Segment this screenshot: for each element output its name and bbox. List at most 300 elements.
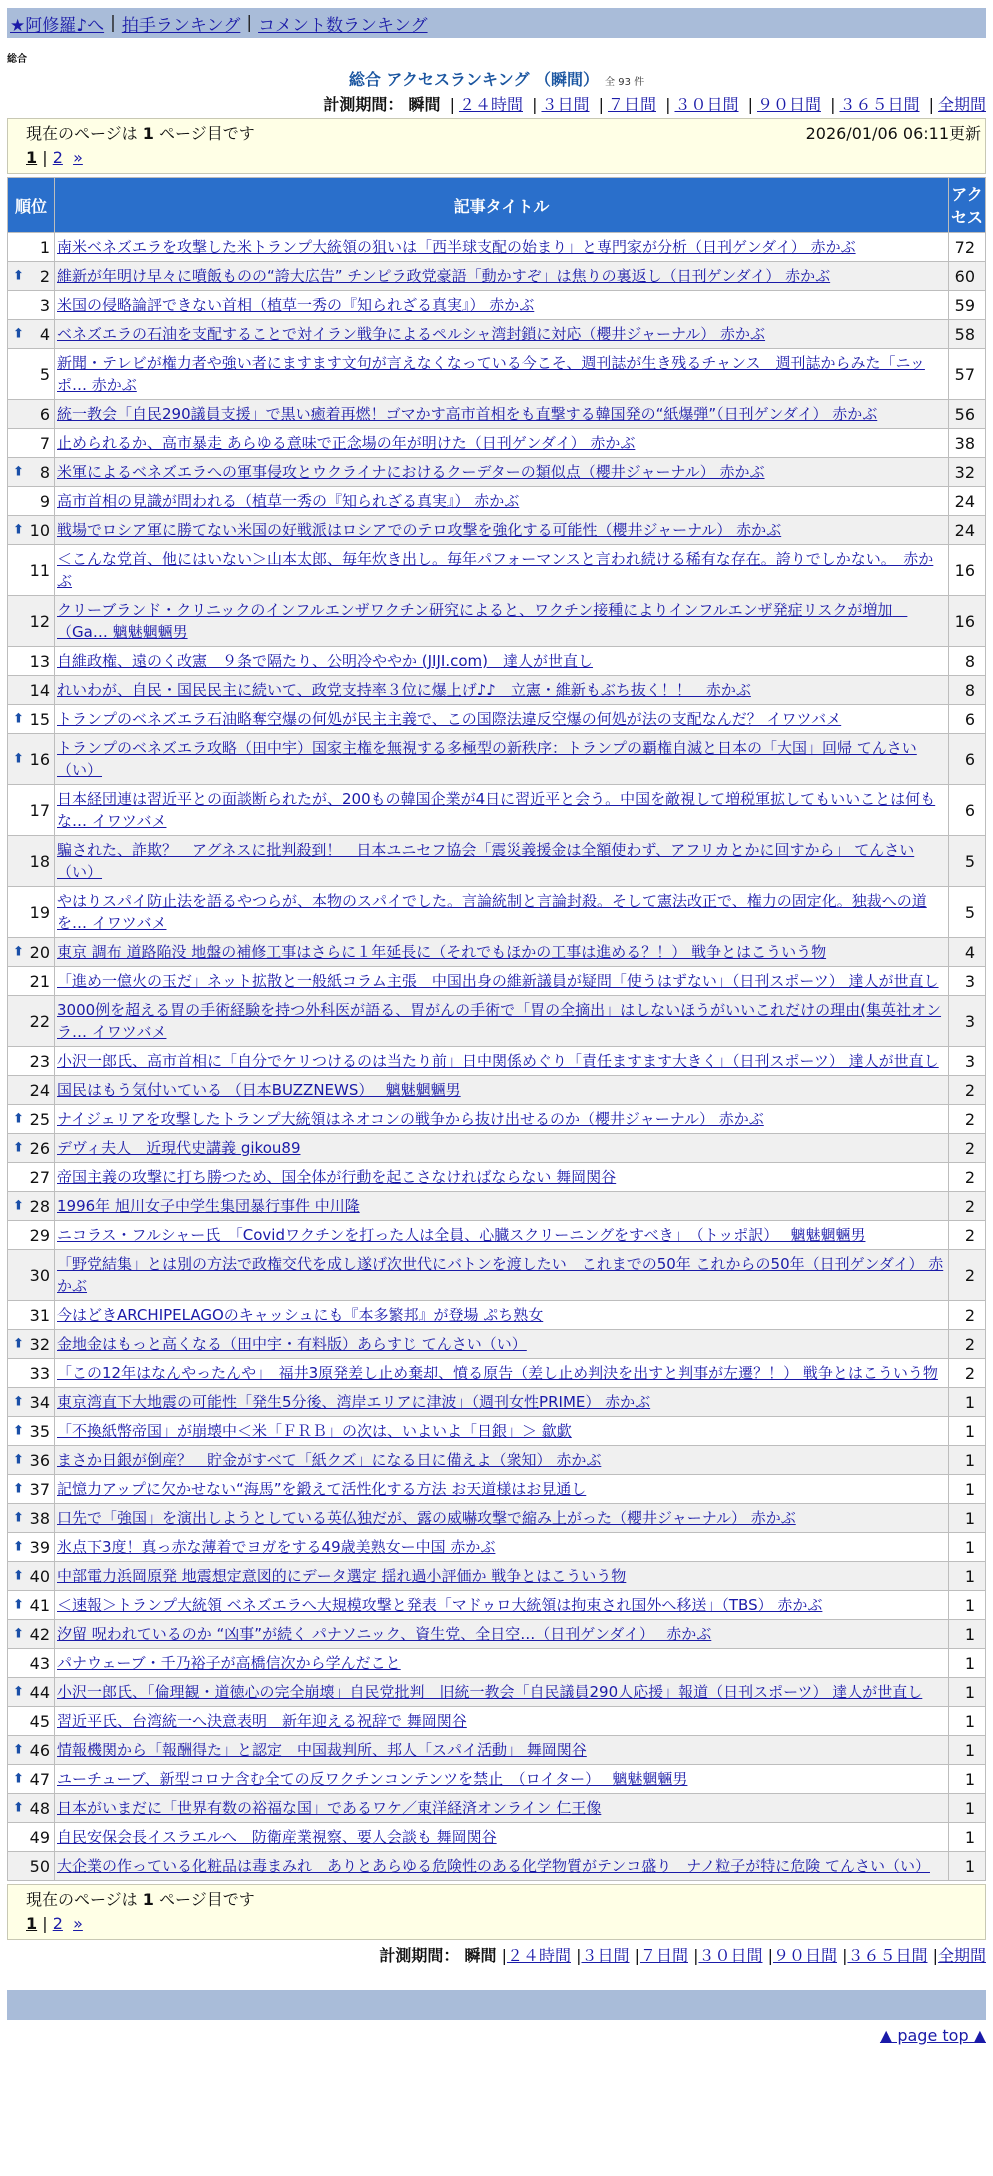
rank-up-arrow-icon: ⬆	[13, 1394, 24, 1410]
rank-number: 23	[29, 1051, 50, 1071]
article-title-link[interactable]: 維新が年明け早々に噴飯ものの“誇大広告” チンピラ政党豪語「動かすぞ」は焦りの裏返し（日刊ゲンダイ） 赤かぶ	[57, 267, 831, 285]
article-title-link[interactable]: 米軍によるベネズエラへの軍事侵攻とウクライナにおけるクーデターの類似点（櫻井ジャーナル） 赤かぶ	[57, 463, 765, 481]
rank-number: 36	[29, 1450, 50, 1470]
title-cell	[55, 1105, 948, 1133]
table-row	[8, 1852, 985, 1880]
title-cell	[55, 705, 948, 733]
period-3d-link[interactable]: ３日間	[581, 1946, 630, 1965]
ranking-table	[7, 177, 986, 1881]
article-title-link[interactable]: 3000例を超える胃の手術経験を持つ外科医が語る、胃がんの手術で「胃の全摘出」はしないほうがいいこれだけの理由(集英社オンラ… イワツバメ	[57, 1001, 942, 1041]
article-title-link[interactable]: 情報機関から「報酬得た」と認定 中国裁判所、邦人「スパイ活動」 舞岡関谷	[57, 1741, 587, 1759]
title-cell	[55, 836, 948, 886]
table-row	[8, 705, 985, 733]
title-cell	[55, 785, 948, 835]
next-page-link[interactable]: »	[73, 148, 83, 167]
access-count: 1	[949, 1678, 985, 1706]
rank-number: 38	[29, 1508, 50, 1528]
period-365d-link[interactable]: ３６５日間	[839, 95, 920, 114]
page-title	[7, 68, 986, 92]
rank-cell	[8, 1192, 54, 1220]
table-row	[8, 1446, 985, 1474]
comment-ranking-link[interactable]: コメント数ランキング	[258, 15, 428, 36]
article-title-link[interactable]: 氷点下3度！真っ赤な薄着でヨガをする49歳美熟女ー中国 赤かぶ	[57, 1538, 496, 1556]
rank-cell	[8, 262, 54, 290]
article-title-link[interactable]: ベネズエラの石油を支配することで対イラン戦争によるペルシャ湾封鎖に対応（櫻井ジャーナル） 赤かぶ	[57, 325, 766, 343]
title-cell	[55, 1504, 948, 1532]
table-row	[8, 400, 985, 428]
table-row	[8, 996, 985, 1046]
table-row	[8, 1504, 985, 1532]
article-title-link[interactable]: 「野党結集」とは別の方法で政権交代を成し遂げ次世代にバトンを渡したい これまでの50年 これからの50年（日刊ゲンダイ） 赤かぶ	[57, 1255, 944, 1295]
page-status-post: ページ目です	[159, 1890, 255, 1909]
access-count: 32	[949, 458, 985, 486]
rank-number: 45	[29, 1711, 50, 1731]
rank-number: 26	[29, 1138, 50, 1158]
article-title-link[interactable]: 南米ベネズエラを攻撃した米トランプ大統領の狙いは「西半球支配の始まり」と専門家が分析（日刊ゲンダイ） 赤かぶ	[57, 238, 856, 256]
access-count: 38	[949, 429, 985, 457]
table-row	[8, 349, 985, 399]
rank-number: 42	[29, 1624, 50, 1644]
rank-cell	[8, 429, 54, 457]
access-count: 2	[949, 1301, 985, 1329]
article-title-link[interactable]: 高市首相の見識が問われる（植草一秀の『知られざる真実』） 赤かぶ	[57, 492, 520, 510]
page-2-link[interactable]: 2	[52, 1914, 63, 1933]
rank-cell	[8, 647, 54, 675]
access-count: 8	[949, 676, 985, 704]
rank-number: 17	[29, 800, 50, 820]
article-title-link[interactable]: ナイジェリアを攻撃したトランプ大統領はネオコンの戦争から抜け出せるのか（櫻井ジャーナル） 赤かぶ	[57, 1110, 764, 1128]
rank-number: 33	[29, 1363, 50, 1383]
rank-cell	[8, 938, 54, 966]
access-count: 1	[949, 1533, 985, 1561]
rank-cell	[8, 1359, 54, 1387]
access-count: 6	[949, 734, 985, 784]
period-selector	[7, 92, 986, 118]
rank-cell	[8, 233, 54, 261]
access-count: 1	[949, 1446, 985, 1474]
table-row	[8, 1330, 985, 1358]
article-title-link[interactable]: 帝国主義の攻撃に打ち勝つため、国全体が行動を起こさなければならない 舞岡関谷	[57, 1168, 617, 1186]
table-row	[8, 1388, 985, 1416]
table-row	[8, 1417, 985, 1445]
rank-number: 11	[29, 560, 50, 580]
access-count: 1	[949, 1475, 985, 1503]
rank-cell	[8, 1388, 54, 1416]
period-label: 計測期間：	[379, 1946, 460, 1965]
table-row	[8, 596, 985, 646]
article-title-link[interactable]: 「不換紙幣帝国」が崩壊中＜米「ＦＲＢ」の次は、いよいよ「日銀」＞ 歙歔	[57, 1422, 572, 1440]
access-count: 60	[949, 262, 985, 290]
rank-number: 2	[39, 266, 50, 286]
table-row	[8, 545, 985, 595]
article-title-link[interactable]: パナウェーブ・千乃裕子が高橋信次から学んだこと	[57, 1654, 401, 1672]
article-title-link[interactable]: 日本がいまだに「世界有数の裕福な国」であるワケ／東洋経済オンライン 仁王像	[57, 1799, 602, 1817]
period-365d-link[interactable]: ３６５日間	[847, 1946, 928, 1965]
rank-number: 10	[29, 520, 50, 540]
access-count: 3	[949, 996, 985, 1046]
title-cell	[55, 1076, 948, 1104]
title-cell	[55, 938, 948, 966]
access-count: 2	[949, 1330, 985, 1358]
access-count: 6	[949, 705, 985, 733]
table-row	[8, 262, 985, 290]
access-count: 3	[949, 967, 985, 995]
rank-up-arrow-icon: ⬆	[13, 1111, 24, 1127]
title-cell	[55, 1620, 948, 1648]
title-cell	[55, 545, 948, 595]
title-cell	[55, 1192, 948, 1220]
period-separator: |	[634, 1946, 640, 1965]
rank-up-arrow-icon: ⬆	[13, 944, 24, 960]
rank-number: 15	[29, 709, 50, 729]
rank-cell	[8, 1794, 54, 1822]
rank-number: 12	[29, 611, 50, 631]
table-row	[8, 1105, 985, 1133]
period-all-link[interactable]: 全期間	[937, 1946, 986, 1965]
nav-separator: |	[246, 13, 253, 33]
article-title-link[interactable]: 日本経団連は習近平との面談断られたが、200もの韓国企業が4日に習近平と会う。中国を敵視して増税軍拡してもいいことは何もな… イワツバメ	[57, 790, 936, 830]
access-count: 1	[949, 1417, 985, 1445]
title-cell	[55, 1221, 948, 1249]
article-title-link[interactable]: 小沢一郎氏、「倫理観・道徳心の完全崩壊」自民党批判 旧統一教会「自民議員290人応援」報道（日刊スポーツ） 達人が世直し	[57, 1683, 923, 1701]
title-cell	[55, 1359, 948, 1387]
access-count: 16	[949, 545, 985, 595]
rank-cell	[8, 1823, 54, 1851]
table-row	[8, 1134, 985, 1162]
rank-cell	[8, 1591, 54, 1619]
period-30d-link[interactable]: ３０日間	[674, 95, 739, 114]
title-cell	[55, 1765, 948, 1793]
period-24h-link[interactable]: ２４時間	[458, 95, 523, 114]
period-7d-link[interactable]: ７日間	[607, 95, 656, 114]
title-cell	[55, 887, 948, 937]
title-cell	[55, 458, 948, 486]
article-title-link[interactable]: 騙された、詐欺？ アグネスに批判殺到！ 日本ユニセフ協会「震災義援金は全額使わず、アフリカとかに回すから」 てんさい（い）	[57, 841, 915, 881]
table-row	[8, 1163, 985, 1191]
rank-up-arrow-icon: ⬆	[13, 1336, 24, 1352]
page-2-link[interactable]: 2	[52, 148, 63, 167]
article-title-link[interactable]: トランプのベネズエラ攻略（田中宇）国家主権を無視する多極型の新秩序：トランプの覇権自滅と日本の「大国」回帰 てんさい（い）	[57, 739, 917, 779]
access-count: 5	[949, 836, 985, 886]
rank-cell	[8, 1707, 54, 1735]
access-count: 1	[949, 1649, 985, 1677]
title-cell	[55, 1047, 948, 1075]
rank-cell	[8, 1330, 54, 1358]
article-title-link[interactable]: れいわが、自民・国民民主に続いて、政党支持率３位に爆上げ♪♪ 立憲・維新もぶち抜く！！ 赤かぶ	[57, 681, 751, 699]
period-separator: |	[830, 95, 836, 114]
article-title-link[interactable]: ＜こんな党首、他にはいない＞山本太郎、毎年炊き出し。毎年パフォーマンスと言われ続ける稀有な存在。誇りでしかない。 赤かぶ	[57, 550, 934, 590]
page-status-pre: 現在のページは	[26, 1890, 138, 1909]
period-separator: |	[928, 95, 934, 114]
rank-up-arrow-icon: ⬆	[13, 1481, 24, 1497]
rank-cell	[8, 1076, 54, 1104]
page-top-link[interactable]: ▲ page top ▲	[879, 2026, 986, 2045]
article-title-link[interactable]: 「進め一億火の玉だ」ネット拡散と一般紙コラム主張 中国出身の維新議員が疑問「使うはずない」（日刊スポーツ） 達人が世直し	[57, 972, 939, 990]
table-row	[8, 1076, 985, 1104]
rank-number: 25	[29, 1109, 50, 1129]
rank-up-arrow-icon: ⬆	[13, 1800, 24, 1816]
article-title-link[interactable]: 自民安保会長イスラエルへ 防衛産業視察、要人会談も 舞岡関谷	[57, 1828, 497, 1846]
title-cell	[55, 349, 948, 399]
rank-number: 8	[39, 462, 50, 482]
article-title-link[interactable]: 中部電力浜岡原発 地震想定意図的にデータ選定 揺れ過小評価か 戦争とはこういう物	[57, 1567, 627, 1585]
rank-cell	[8, 1250, 54, 1300]
rank-up-arrow-icon: ⬆	[13, 1742, 24, 1758]
rank-cell	[8, 1620, 54, 1648]
period-current: 瞬間	[408, 95, 441, 114]
table-row	[8, 1250, 985, 1300]
rank-cell	[8, 705, 54, 733]
title-cell	[55, 233, 948, 261]
rank-cell	[8, 1533, 54, 1561]
rank-number: 37	[29, 1479, 50, 1499]
table-row	[8, 887, 985, 937]
title-cell	[55, 1649, 948, 1677]
article-title-link[interactable]: 小沢一郎氏、高市首相に「自分でケリつけるのは当たり前」日中関係めぐり「責任ますます大きく」（日刊スポーツ） 達人が世直し	[57, 1052, 939, 1070]
home-link[interactable]: ★阿修羅♪へ	[10, 15, 105, 36]
table-row	[8, 516, 985, 544]
rank-up-arrow-icon: ⬆	[13, 1539, 24, 1555]
ranking-title: 総合 アクセスランキング （瞬間）	[348, 70, 600, 89]
article-title-link[interactable]: 1996年 旭川女子中学生集団暴行事件 中川隆	[57, 1197, 360, 1215]
title-cell	[55, 1475, 948, 1503]
access-count: 2	[949, 1192, 985, 1220]
rank-number: 32	[29, 1334, 50, 1354]
table-row	[8, 836, 985, 886]
rank-up-arrow-icon: ⬆	[13, 1771, 24, 1787]
rank-up-arrow-icon: ⬆	[13, 1626, 24, 1642]
title-cell	[55, 400, 948, 428]
rank-up-arrow-icon: ⬆	[13, 1452, 24, 1468]
article-title-link[interactable]: 記憶力アップに欠かせない“海馬”を鍛えて活性化する方法 お天道様はお見通し	[57, 1480, 587, 1498]
rank-cell	[8, 996, 54, 1046]
rank-number: 31	[29, 1305, 50, 1325]
rank-cell	[8, 1417, 54, 1445]
title-cell	[55, 1591, 948, 1619]
access-count: 2	[949, 1250, 985, 1300]
rank-cell	[8, 516, 54, 544]
article-title-link[interactable]: 新聞・テレビが権力者や強い者にますます文句が言えなくなっている今こそ、週刊誌が生き残るチャンス 週刊誌からみた「ニッポ… 赤かぶ	[57, 354, 925, 394]
article-title-link[interactable]: 自維政権、遠のく改憲 ９条で隔たり、公明冷ややか (JIJI.com) 達人が世直し	[57, 652, 593, 670]
rank-cell	[8, 1163, 54, 1191]
title-cell	[55, 1446, 948, 1474]
period-7d-link[interactable]: ７日間	[639, 1946, 688, 1965]
table-row	[8, 1707, 985, 1735]
article-title-link[interactable]: やはりスパイ防止法を語るやつらが、本物のスパイでした。言論統制と言論封殺。そして憲法改正で、権力の固定化。独裁への道を… イワツバメ	[57, 892, 927, 932]
access-count: 56	[949, 400, 985, 428]
rank-cell	[8, 1852, 54, 1880]
article-title-link[interactable]: 国民はもう気付いている （日本BUZZNEWS） 魑魅魍魎男	[57, 1081, 461, 1099]
article-title-link[interactable]: 米国の侵略論評できない首相（植草一秀の『知られざる真実』） 赤かぶ	[57, 296, 535, 314]
article-title-link[interactable]: 「この12年はなんやったんや」 福井3原発差し止め棄却、憤る原告（差し止め判決を出すと判事が左遷？！） 戦争とはこういう物	[57, 1364, 938, 1382]
table-row	[8, 429, 985, 457]
rank-cell	[8, 1649, 54, 1677]
rank-cell	[8, 596, 54, 646]
article-title-link[interactable]: まさか日銀が倒産？ 貯金がすべて「紙クズ」になる日に備えよ（衆知） 赤かぶ	[57, 1451, 602, 1469]
article-title-link[interactable]: ユーチューブ、新型コロナ含む全ての反ワクチンコンテンツを禁止 （ロイター） 魑魅魍魎男	[57, 1770, 688, 1788]
title-cell	[55, 967, 948, 995]
rank-number: 18	[29, 851, 50, 871]
next-page-link[interactable]: »	[73, 1914, 83, 1933]
title-cell	[55, 1562, 948, 1590]
title-cell	[55, 1301, 948, 1329]
table-row	[8, 320, 985, 348]
table-row	[8, 967, 985, 995]
rank-cell	[8, 1475, 54, 1503]
page-1-current: 1	[26, 148, 38, 167]
bottom-bar	[7, 1990, 986, 2020]
table-row	[8, 938, 985, 966]
table-row	[8, 1475, 985, 1503]
rank-number: 16	[29, 749, 50, 769]
rank-number: 9	[39, 491, 50, 511]
rank-cell	[8, 1446, 54, 1474]
rank-number: 34	[29, 1392, 50, 1412]
table-row	[8, 647, 985, 675]
access-count: 16	[949, 596, 985, 646]
title-header: 記事タイトル	[55, 178, 948, 232]
nav-separator: |	[110, 13, 116, 33]
title-cell	[55, 429, 948, 457]
rank-up-arrow-icon: ⬆	[13, 711, 24, 727]
top-navigation	[7, 8, 986, 38]
access-count: 1	[949, 1620, 985, 1648]
rank-header: 順位	[8, 178, 54, 232]
page-status	[26, 122, 255, 146]
table-row	[8, 676, 985, 704]
rank-number: 4	[39, 324, 50, 344]
title-cell	[55, 1852, 948, 1880]
rank-number: 21	[29, 971, 50, 991]
access-count: 59	[949, 291, 985, 319]
article-title-link[interactable]: 東京湾直下大地震の可能性「発生5分後、湾岸エリアに津波」（週刊女性PRIME） 赤かぶ	[57, 1393, 651, 1411]
table-row	[8, 1221, 985, 1249]
page-status	[26, 1888, 255, 1912]
article-title-link[interactable]: デヴィ夫人 近現代史講義 gikou89	[57, 1139, 301, 1157]
access-count: 1	[949, 1823, 985, 1851]
period-separator: |	[665, 95, 671, 114]
article-title-link[interactable]: 口先で「強国」を演出しようとしている英仏独だが、露の威嚇攻撃で縮み上がった（櫻井ジャーナル） 赤かぶ	[57, 1509, 796, 1527]
rank-cell	[8, 545, 54, 595]
period-3d-link[interactable]: ３日間	[541, 95, 590, 114]
period-90d-link[interactable]: ９０日間	[756, 95, 821, 114]
rank-cell	[8, 1105, 54, 1133]
access-count: 1	[949, 1794, 985, 1822]
title-cell	[55, 1736, 948, 1764]
table-row	[8, 1533, 985, 1561]
rank-up-arrow-icon: ⬆	[13, 1140, 24, 1156]
table-row	[8, 458, 985, 486]
rank-number: 6	[39, 404, 50, 424]
rank-number: 43	[29, 1653, 50, 1673]
article-title-link[interactable]: クリーブランド・クリニックのインフルエンザワクチン研究によると、ワクチン接種によりインフルエンザ発症リスクが増加 （Ga… 魑魅魍魎男	[57, 601, 908, 641]
period-separator: |	[932, 1946, 938, 1965]
title-cell	[55, 1250, 948, 1300]
title-cell	[55, 676, 948, 704]
page-top-area	[7, 2024, 986, 2048]
title-cell	[55, 320, 948, 348]
access-count: 1	[949, 1736, 985, 1764]
article-title-link[interactable]: 止められるか、高市暴走 あらゆる意味で正念場の年が明けた（日刊ゲンダイ） 赤かぶ	[57, 434, 636, 452]
rank-number: 35	[29, 1421, 50, 1441]
clap-ranking-link[interactable]: 拍手ランキング	[121, 15, 241, 36]
rank-cell	[8, 1765, 54, 1793]
rank-cell	[8, 400, 54, 428]
period-90d-link[interactable]: ９０日間	[772, 1946, 837, 1965]
rank-cell	[8, 291, 54, 319]
article-title-link[interactable]: ＜速報＞トランプ大統領 ベネズエラへ大規模攻撃と発表「マドゥロ大統領は拘束され国外へ移送」（TBS） 赤かぶ	[57, 1596, 823, 1614]
period-separator: |	[598, 95, 604, 114]
period-current: 瞬間	[464, 1946, 497, 1965]
period-separator: |	[576, 1946, 582, 1965]
rank-number: 19	[29, 902, 50, 922]
article-title-link[interactable]: 東京 調布 道路陥没 地盤の補修工事はさらに１年延長に（それでもほかの工事は進める？！） 戦争とはこういう物	[57, 943, 827, 961]
access-count: 8	[949, 647, 985, 675]
rank-cell	[8, 1504, 54, 1532]
access-count: 3	[949, 1047, 985, 1075]
period-24h-link[interactable]: ２４時間	[506, 1946, 571, 1965]
article-title-link[interactable]: 金地金はもっと高くなる（田中宇・有料版）あらすじ てんさい（い）	[57, 1335, 527, 1353]
title-cell	[55, 291, 948, 319]
period-separator: |	[501, 1946, 507, 1965]
article-title-link[interactable]: ニコラス・フルシャー氏 「Covidワクチンを打った人は全員、心臓スクリーニングをすべき」 （トッポ訳） 魑魅魍魎男	[57, 1226, 866, 1244]
access-count: 24	[949, 487, 985, 515]
access-count: 5	[949, 887, 985, 937]
article-title-link[interactable]: 統一教会「自民290議員支援」で黒い癒着再燃！ゴマかす高市首相をも直撃する韓国発の“紙爆弾”（日刊ゲンダイ） 赤かぶ	[57, 405, 878, 423]
rank-cell	[8, 967, 54, 995]
access-count: 2	[949, 1134, 985, 1162]
article-title-link[interactable]: 汐留 呪われているのか “凶事”が続く パナソニック、資生党、全日空…（日刊ゲンダイ） 赤かぶ	[57, 1625, 712, 1643]
page-status-pre: 現在のページは	[26, 124, 138, 143]
article-title-link[interactable]: 習近平氏、台湾統一へ決意表明 新年迎える祝辞で 舞岡関谷	[57, 1712, 467, 1730]
rank-number: 5	[39, 364, 50, 384]
period-all-link[interactable]: 全期間	[937, 95, 986, 114]
title-cell	[55, 1823, 948, 1851]
access-count: 2	[949, 1221, 985, 1249]
access-count: 1	[949, 1504, 985, 1532]
article-title-link[interactable]: 大企業の作っている化粧品は毒まみれ ありとあらゆる危険性のある化学物質がテンコ盛り ナノ粒子が特に危険 てんさい（い）	[57, 1857, 930, 1875]
title-cell	[55, 1417, 948, 1445]
rank-number: 3	[39, 295, 50, 315]
rank-up-arrow-icon: ⬆	[13, 522, 24, 538]
title-cell	[55, 647, 948, 675]
title-cell	[55, 1163, 948, 1191]
table-row	[8, 1736, 985, 1764]
table-row	[8, 1620, 985, 1648]
table-row	[8, 1359, 985, 1387]
table-row	[8, 487, 985, 515]
title-cell	[55, 1388, 948, 1416]
article-title-link[interactable]: 今はどきARCHIPELAGOのキャッシュにも『本多繁邦』が登場 ぷち熟女	[57, 1306, 544, 1324]
period-separator: |	[767, 1946, 773, 1965]
period-30d-link[interactable]: ３０日間	[698, 1946, 763, 1965]
ranking-body	[8, 233, 985, 1880]
title-cell	[55, 1678, 948, 1706]
period-separator: |	[693, 1946, 699, 1965]
rank-cell	[8, 1134, 54, 1162]
access-count: 1	[949, 1562, 985, 1590]
article-title-link[interactable]: 戦場でロシア軍に勝てない米国の好戦派はロシアでのテロ攻撃を強化する可能性（櫻井ジャーナル） 赤かぶ	[57, 521, 782, 539]
rank-up-arrow-icon: ⬆	[13, 1198, 24, 1214]
period-separator: |	[449, 95, 455, 114]
rank-cell	[8, 1736, 54, 1764]
article-title-link[interactable]: トランプのベネズエラ石油略奪空爆の何処が民主主義で、この国際法違反空爆の何処が法の支配なんだ？ イワツバメ	[57, 710, 842, 728]
rank-number: 39	[29, 1537, 50, 1557]
rank-up-arrow-icon: ⬆	[13, 751, 24, 767]
rank-cell	[8, 1047, 54, 1075]
access-count: 2	[949, 1359, 985, 1387]
rank-number: 30	[29, 1265, 50, 1285]
